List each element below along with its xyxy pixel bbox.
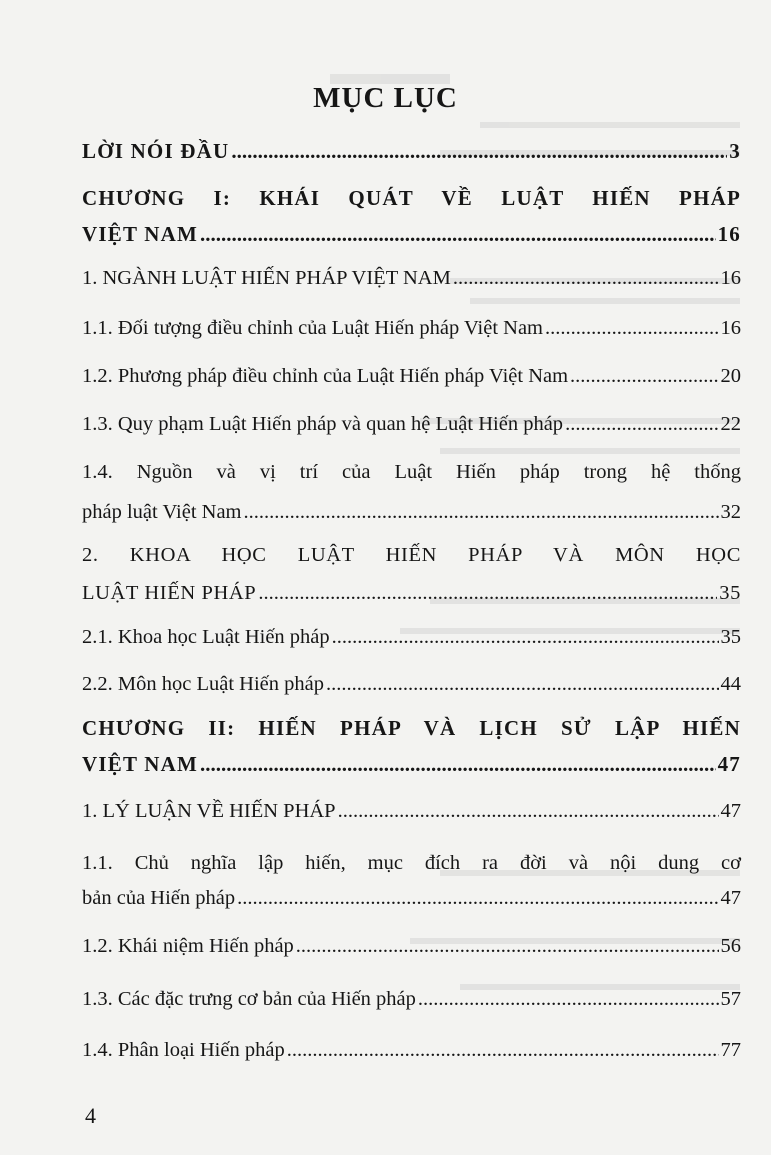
toc-entry[interactable] <box>82 314 741 342</box>
toc-entry-title: 1.2. Khái niệm Hiến pháp <box>82 935 294 957</box>
toc-entry[interactable] <box>82 184 741 248</box>
toc-entry-title: pháp luật Việt Nam <box>82 501 242 523</box>
toc-entry-title-line1: 2. KHOA HỌC LUẬT HIẾN PHÁP VÀ MÔN HỌC <box>82 544 741 566</box>
page-title: MỤC LỤC <box>313 82 458 114</box>
toc-entry-title: LỜI NÓI ĐẦU <box>82 139 230 163</box>
toc-entry[interactable] <box>82 670 741 698</box>
toc-entry[interactable] <box>82 932 741 960</box>
dot-leader <box>545 314 719 342</box>
toc-entry[interactable] <box>82 797 741 825</box>
toc-entry-page: 47 <box>720 800 741 822</box>
toc-entry-page: 16 <box>717 222 741 246</box>
dot-leader <box>418 985 719 1013</box>
dot-leader <box>237 884 718 912</box>
toc-entry-page: 77 <box>720 1039 741 1061</box>
toc-entry[interactable] <box>82 623 741 651</box>
dot-leader <box>565 410 718 438</box>
toc-entry-page: 3 <box>729 139 741 163</box>
toc-entry-page: 20 <box>720 365 741 387</box>
toc-entry[interactable] <box>82 849 741 912</box>
toc-entry-title: bản của Hiến pháp <box>82 887 236 909</box>
toc-entry-title: 2.2. Môn học Luật Hiến pháp <box>82 673 324 695</box>
toc-entry-title: 2.1. Khoa học Luật Hiến pháp <box>82 626 330 648</box>
toc-entry-title-line1: 1.4. Nguồn và vị trí của Luật Hiến pháp trong hệ thống <box>82 461 741 483</box>
toc-entry[interactable] <box>82 362 741 390</box>
toc-entry-title: 1.3. Các đặc trưng cơ bản của Hiến pháp <box>82 988 416 1010</box>
toc-entry-page: 22 <box>720 413 741 435</box>
dot-leader <box>287 1036 719 1064</box>
dot-leader <box>258 579 717 607</box>
toc-entry[interactable] <box>82 541 741 607</box>
dot-leader <box>244 498 719 526</box>
toc-entry[interactable] <box>82 1036 741 1064</box>
dot-leader <box>231 137 727 165</box>
toc-entry-title: 1.3. Quy phạm Luật Hiến pháp và quan hệ Luật Hiến pháp <box>82 413 564 435</box>
toc-entry-title: 1. NGÀNH LUẬT HIẾN PHÁP VIỆT NAM <box>82 267 451 289</box>
toc-entry[interactable] <box>82 458 741 526</box>
toc-entry-page: 47 <box>717 752 741 776</box>
dot-leader <box>200 750 716 778</box>
toc-entry-page: 35 <box>719 582 741 604</box>
toc-entry-title: 1.4. Phân loại Hiến pháp <box>82 1039 285 1061</box>
toc-entry-title: 1.2. Phương pháp điều chỉnh của Luật Hiến pháp Việt Nam <box>82 365 569 387</box>
toc-entry-page: 56 <box>720 935 741 957</box>
toc-entry-title: 1.1. Đối tượng điều chỉnh của Luật Hiến pháp Việt Nam <box>82 317 543 339</box>
toc-entry-title-line1: CHƯƠNG I: KHÁI QUÁT VỀ LUẬT HIẾN PHÁP <box>82 186 741 210</box>
toc-entry[interactable] <box>82 137 741 165</box>
dot-leader <box>200 220 716 248</box>
dot-leader <box>570 362 718 390</box>
toc-entry[interactable] <box>82 264 741 292</box>
dot-leader <box>332 623 719 651</box>
toc-entry-page: 32 <box>720 501 741 523</box>
toc-entry-page: 44 <box>720 673 741 695</box>
toc-entry[interactable] <box>82 410 741 438</box>
toc-entry-page: 16 <box>720 267 741 289</box>
page-number: 4 <box>85 1103 96 1128</box>
toc-entry-page: 57 <box>720 988 741 1010</box>
toc-entry-title: 1. LÝ LUẬN VỀ HIẾN PHÁP <box>82 800 336 822</box>
dot-leader <box>338 797 719 825</box>
dot-leader <box>296 932 719 960</box>
toc-entry-title: VIỆT NAM <box>82 222 198 246</box>
toc-entry-page: 47 <box>720 887 741 909</box>
toc-entry-page: 16 <box>720 317 741 339</box>
toc-entry[interactable] <box>82 714 741 778</box>
toc-entry[interactable] <box>82 985 741 1013</box>
dot-leader <box>326 670 719 698</box>
toc-entry-title: LUẬT HIẾN PHÁP <box>82 582 257 604</box>
toc-entry-title-line1: CHƯƠNG II: HIẾN PHÁP VÀ LỊCH SỬ LẬP HIẾN <box>82 716 741 740</box>
toc-entry-title-line1: 1.1. Chủ nghĩa lập hiến, mục đích ra đời và nội dung cơ <box>82 852 741 874</box>
toc-entry-title: VIỆT NAM <box>82 752 198 776</box>
dot-leader <box>453 264 719 292</box>
toc-entry-page: 35 <box>720 626 741 648</box>
